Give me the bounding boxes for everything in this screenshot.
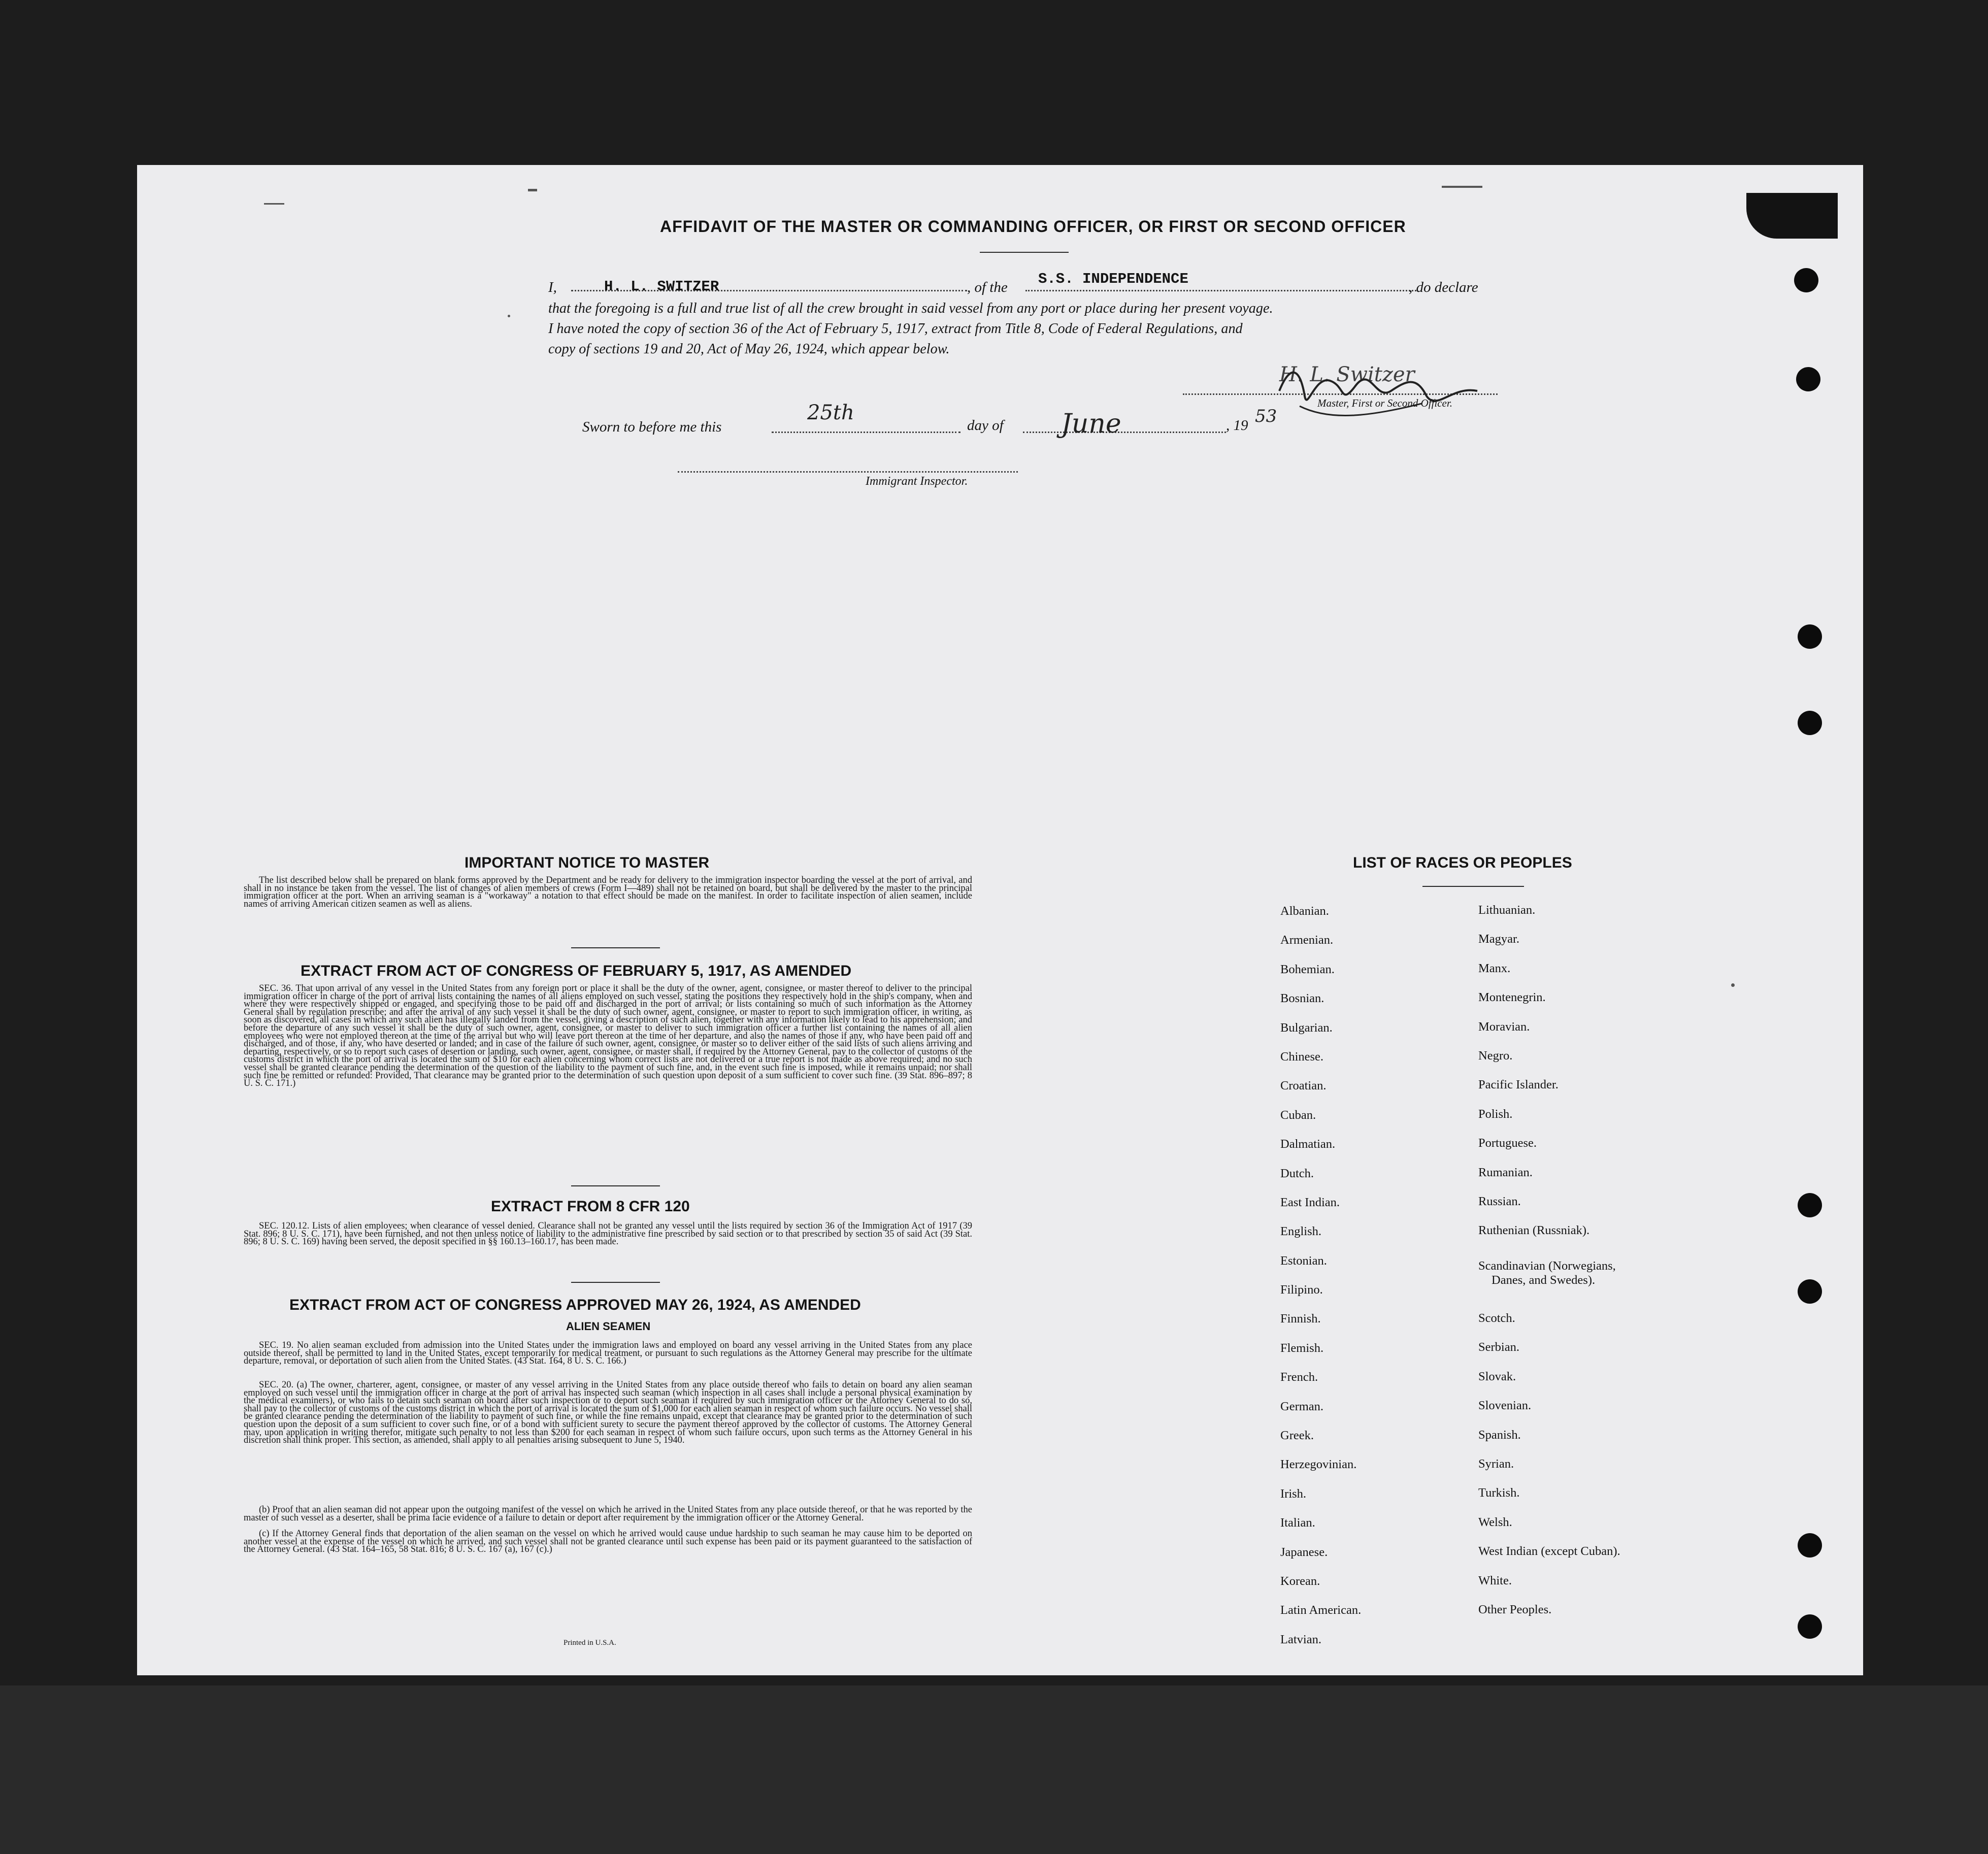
scan-speck [508,315,510,317]
affidavit-line2: that the foregoing is a full and true list of all the crew brought in said vessel from any port or place during her present voyage. [548,301,1273,316]
race-item: White. [1478,1573,1512,1587]
affidavit-line4: copy of sections 19 and 20, Act of May 26, 1924, which appear below. [548,341,950,357]
race-item: Welsh. [1478,1515,1512,1529]
extract-1924-heading: EXTRACT FROM ACT OF CONGRESS APPROVED MAY 26, 1924, AS AMENDED [289,1297,861,1313]
race-item-line: Danes, and Swedes). [1492,1273,1596,1287]
race-item: Rumanian. [1478,1165,1533,1179]
race-item: Albanian. [1280,904,1329,918]
race-item: Finnish. [1280,1312,1321,1326]
binder-hole [1798,624,1822,649]
races-rule [1422,886,1524,887]
affidavit-do-declare: , do declare [1409,279,1478,295]
race-item: French. [1280,1370,1318,1384]
race-item: Serbian. [1478,1340,1519,1354]
binder-hole [1794,268,1818,292]
race-item: Latvian. [1280,1632,1321,1646]
signature: H. L. Switzer [1279,363,1415,386]
race-item: Negro. [1478,1048,1513,1063]
title-underline [980,252,1069,253]
race-item: German. [1280,1399,1324,1413]
sworn-year: 53 [1255,406,1277,426]
race-item: Irish. [1280,1486,1307,1501]
race-item: Latin American. [1280,1603,1362,1617]
notice-heading: IMPORTANT NOTICE TO MASTER [465,854,710,871]
inspector-line [678,471,1018,473]
race-item: Croatian. [1280,1079,1327,1093]
scan-bottom-band [0,1685,1988,1854]
day-line [772,432,960,433]
races-column-1 [1280,897,1361,1654]
race-item: Russian. [1478,1194,1521,1208]
race-item: Spanish. [1478,1428,1521,1442]
extract-1917-text: SEC. 36. That upon arrival of any vessel in the United States from any foreign port or place it shall be the duty of the owner, agent, consignee, or master thereof to deliver to the principal immigration officer in charge of the port of arrival lists containing the names of all aliens employed on such vessel, stating the positions they respectively hold in the ship's company, when and where they were respectively shipped or engaged, and specifying those to be paid off and discharged in the port of arrival; or lists containing so much of such information as the Attorney General shall by regulation prescribe; and after the arrival of any such vessel it shall be the duty of such owner, agent, consignee, or master to report to such immigration officer, in writing, as soon as discovered, all cases in which any such alien has illegally landed from the vessel, giving a description of such alien, together with any information likely to lead to his apprehension; and before the departure of any such vessel it shall be the duty of such owner, agent, consignee, or master to deliver to such immigration officer a further list containing the names of all alien employees who were not employed thereon at the time of the arrival but who will leave port thereon at the time of her departure, and also the names of those if any, who have been paid off and discharged, and of those, if any, who have deserted or landed; and in case of the failure of such owner, agent, consignee, or master so to deliver either of the said lists of such aliens arriving and departing, respectively, or so to report such cases of desertion or landing, such owner, agent, consignee, or master shall, if required by the Attorney General, pay to the collector of customs of the customs district in which the port of arrival is located the sum of $10 for each alien concerning whom correct lists are not delivered or a true report is not made as above required; and no such vessel shall be granted clearance pending the determination of the question of the liability to the payment of such fine, and, in the event such fine is imposed, while it remains unpaid; nor shall such fine be remitted or refunded: Provided, That clearance may be granted prior to the determination of such question upon deposit of a sum sufficient to cover such fine. (39 Stat. 896–897; 8 U. S. C. 171.) [244,983,972,1089]
notice-text: The list described below shall be prepared on blank forms approved by the Department and be ready for delivery to the immigration inspector boarding the vessel at the port of arrival, and shall in no instance be taken from the vessel. The list of changes of alien members of crews (Form I—489) shall not be retained on board, but shall be delivered by the master to the principal immigration officer at the port. When an arriving seaman is a "workaway" a notation to that effect should be made on the manifest. In order to facilitate inspection of alien seamen, include names of arriving American citizen seamen as well as aliens. [244,875,972,909]
race-item: Manx. [1478,961,1511,975]
races-column-2-top [1478,896,1589,1245]
extract-cfr-heading: EXTRACT FROM 8 CFR 120 [491,1198,690,1215]
extract-1924-sec20c: (c) If the Attorney General finds that deportation of the alien seaman on the vessel on which he arrived would cause undue hardship to such seaman he may cause him to be deported on another vessel at the expense of the vessel on which he arrived, and such vessel shall not be granted clearance until such expense has been paid or its payment guaranteed to the satisfaction of the Attorney General. (43 Stat. 164–165, 58 Stat. 816; 8 U. S. C. 167 (a), 167 (c).) [244,1529,972,1555]
race-item: Dutch. [1280,1166,1314,1180]
race-item-line: Scandinavian (Norwegians, [1478,1259,1616,1273]
race-item: Cuban. [1280,1108,1316,1122]
race-item: Herzegovinian. [1280,1458,1357,1472]
scan-speck [528,189,537,191]
affidavit-of-the: , of the [967,279,1008,295]
race-item: Italian. [1280,1516,1315,1530]
affidavit-title: AFFIDAVIT OF THE MASTER OR COMMANDING OFFICER, OR FIRST OR SECOND OFFICER [660,217,1406,236]
race-item: Armenian. [1280,933,1334,947]
race-item: Slovenian. [1478,1399,1532,1413]
race-item: Bulgarian. [1280,1020,1333,1035]
race-item: Moravian. [1478,1019,1530,1034]
races-column-2-bottom [1478,1304,1620,1624]
year-prefix: , 19 [1226,417,1248,434]
officer-name: H. L. SWITZER [604,278,719,295]
inspector-caption: Immigrant Inspector. [866,475,968,488]
binder-hole [1796,367,1820,391]
race-item: East Indian. [1280,1195,1340,1209]
binder-hole [1798,711,1822,735]
month-line [1023,432,1226,433]
race-item: Lithuanian. [1478,903,1536,917]
race-item: Polish. [1478,1107,1513,1121]
binder-hole [1798,1279,1822,1304]
sworn-month: June [1061,409,1121,439]
extract-1924-sec20b: (b) Proof that an alien seaman did not appear upon the outgoing manifest of the vessel on which he arrived in the United States from any place outside thereof, or that he was reported by the master of such vessel as a deserter, shall be prima facie evidence of a failure to detain or deport after requirement by the immigration officer or the Attorney General. [244,1505,972,1523]
race-item: Turkish. [1478,1486,1520,1500]
scan-speck [264,203,284,205]
race-item: Chinese. [1280,1049,1324,1064]
extract-1924-sec19: SEC. 19. No alien seaman excluded from admission into the United States under the immigration laws and employed on board any vessel arriving in the United States from any place outside thereof, shall be permitted to land in the United States, except temporarily for medical treatment, or pursuant to such regulations as the Attorney General may prescribe for the ultimate departure, removal, or deportation of such alien from the United States. (43 Stat. 164, 8 U. S. C. 166.) [244,1340,972,1367]
vessel-line [1025,290,1416,291]
affidavit-line3: I have noted the copy of section 36 of the Act of February 5, 1917, extract from Title 8, Code of Federal Regulations, and [548,321,1243,337]
scan-speck [1731,983,1735,987]
binder-hole [1798,1533,1822,1558]
section-rule [571,1185,660,1186]
race-item: English. [1280,1224,1321,1239]
section-rule [571,1282,660,1283]
race-item: Magyar. [1478,932,1519,946]
page-tab-notch [1746,193,1838,239]
race-item: Syrian. [1478,1456,1514,1471]
race-item: Flemish. [1280,1341,1324,1355]
race-item: Bosnian. [1280,991,1324,1006]
race-item: Japanese. [1280,1545,1328,1559]
race-item: Bohemian. [1280,962,1335,976]
race-item: Korean. [1280,1574,1320,1588]
race-item: Slovak. [1478,1369,1516,1383]
section-rule [571,947,660,948]
race-item: Pacific Islander. [1478,1078,1559,1092]
vessel-name: S.S. INDEPENDENCE [1038,271,1188,287]
race-item: Other Peoples. [1478,1602,1552,1616]
race-item: Ruthenian (Russniak). [1478,1223,1590,1238]
race-item: Montenegrin. [1478,990,1546,1005]
races-heading: LIST OF RACES OR PEOPLES [1353,854,1572,871]
sworn-day: 25th [807,401,854,424]
race-item: Portuguese. [1478,1136,1537,1150]
signature-caption: Master, First or Second Officer. [1317,397,1452,409]
race-item: Filipino. [1280,1283,1323,1297]
sworn-prefix: Sworn to before me this [582,419,722,435]
race-item: Greek. [1280,1429,1314,1443]
day-of-label: day of [967,417,1004,434]
race-item-scandinavian [1478,1259,1616,1287]
race-item: Dalmatian. [1280,1137,1336,1151]
extract-1924-sec20a: SEC. 20. (a) The owner, charterer, agent, consignee, or master of any vessel arriving in the United States from any place outside thereof who fails to detain on board any alien seaman employed on such vessel until the immigration officer in charge at the port of arrival has inspected such seaman (which inspection in all cases shall include a personal physical examination by the medical examiners), or who fails to detain such seaman on board after such inspection or to deport such seaman if required by such immigration officer or the Attorney General to do so, shall pay to the collector of customs of the customs district in which the port of arrival is located the sum of $1,000 for each alien seaman in respect of whom such failure occurs. No vessel shall be granted clearance pending the determination of the liability to payment of such fine, or while the fine remains unpaid, except that clearance may be granted prior to the determination of such question upon the deposit of a sum sufficient to cover such fine, or of a bond with sufficient surety to secure the payment thereof approved by the collector of customs. The Attorney General may, upon application in writing therefor, mitigate such penalty to not less than $200 for each seaman in respect of whom such failure occurs, upon such terms as the Attorney General in his discretion shall think proper. This section, as amended, shall apply to all penalties arising subsequent to June 5, 1940. [244,1380,972,1446]
binder-hole [1798,1193,1822,1217]
extract-1917-heading: EXTRACT FROM ACT OF CONGRESS OF FEBRUARY 5, 1917, AS AMENDED [301,963,852,979]
race-item: Scotch. [1478,1311,1515,1325]
extract-cfr-text: SEC. 120.12. Lists of alien employees; when clearance of vessel denied. Clearance shall not be granted any vessel until the lists required by section 36 of the Immigration Act of 1917 (39 Stat. 896; 8 U. S. C. 171), have been furnished, and not then unless notice of liability to the administrative fine prescribed by said section or to that prescribed by section 35 of said Act (39 Stat. 896; 8 U. S. C. 169) having been served, the deposit specified in §§ 160.13–160.17, has been made. [244,1221,972,1247]
scan-speck [1442,186,1482,188]
binder-hole [1798,1614,1822,1639]
affidavit-i: I, [548,279,557,295]
alien-seamen-subheading: ALIEN SEAMEN [566,1320,651,1333]
race-item: Estonian. [1280,1253,1327,1268]
race-item: West Indian (except Cuban). [1478,1544,1620,1559]
printed-in-usa: Printed in U.S.A. [564,1639,616,1647]
